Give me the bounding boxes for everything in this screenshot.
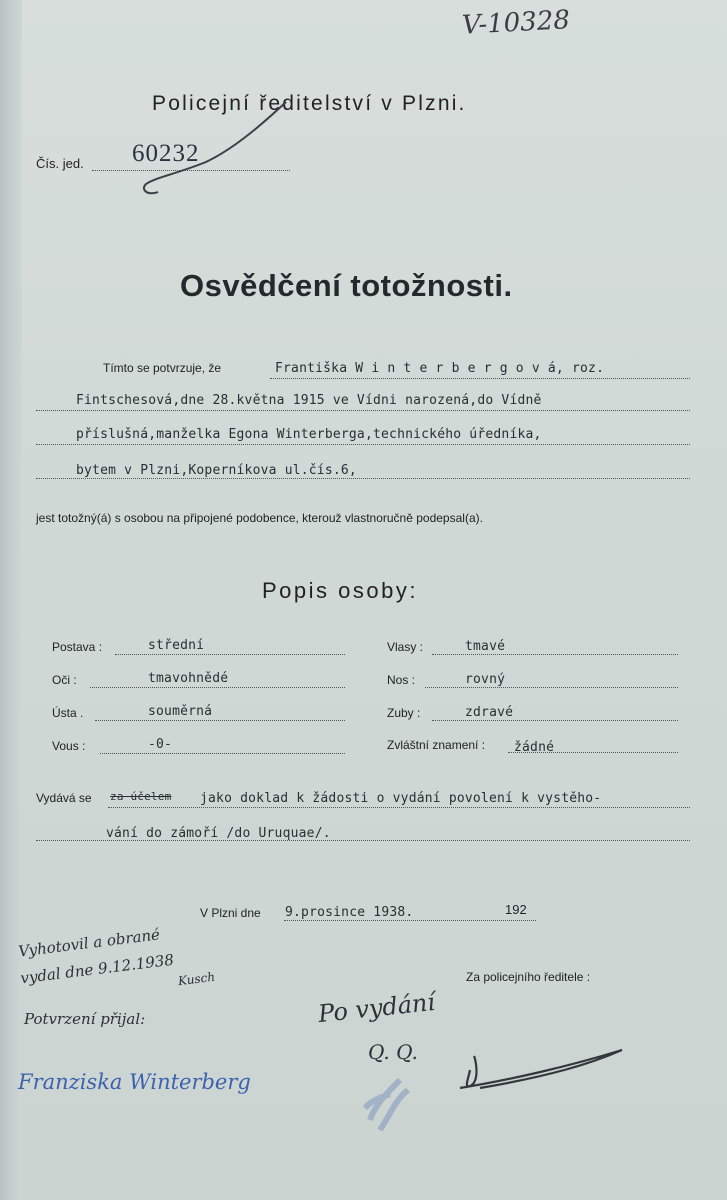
faint-stamp-mark <box>350 1060 430 1140</box>
mouth-dots <box>95 720 345 721</box>
line-2-text: Fintschesová,dne 28.května 1915 ve Vídni narozená,do Vídně <box>76 393 542 408</box>
purpose-line-1: jako doklad k žádosti o vydání povolení k vystěho- <box>200 791 602 806</box>
purpose-line-2: vání do zámoří /do Uruquae/. <box>106 826 331 841</box>
handwritten-receipt-note: Potvrzení přijal: <box>24 1010 146 1028</box>
ref-number-value: 60232 <box>132 140 200 167</box>
signature-flourish <box>440 1030 640 1100</box>
nose-label: Nos : <box>387 673 416 687</box>
build-dots <box>115 654 345 655</box>
purpose-dots-1 <box>108 807 690 808</box>
line-4-dots <box>36 478 690 479</box>
page-edge-shadow <box>0 0 22 1200</box>
build-label: Postava : <box>52 640 103 654</box>
hair-label: Vlasy : <box>387 640 424 654</box>
certify-intro: Tímto se potvrzuje, že <box>103 361 222 375</box>
authority-header: Policejní ředitelství v Plzni. <box>152 92 467 115</box>
place-date-label: V Plzni dne <box>200 906 261 920</box>
beard-label: Vous : <box>52 739 86 753</box>
eyes-value: tmavohnědé <box>148 671 229 686</box>
printed-year-prefix: 192 <box>505 902 527 917</box>
issued-for-label: Vydává se <box>36 791 92 805</box>
handwritten-signature-initials: Q. Q. <box>368 1040 418 1064</box>
ref-number-label: Čís. jed. <box>36 156 84 171</box>
line-1-text: Františka W i n t e r b e r g o v á, roz. <box>275 361 605 376</box>
teeth-dots <box>432 720 678 721</box>
date-dots <box>284 920 536 921</box>
signatory-label: Za policejního ředitele : <box>466 970 591 984</box>
handwritten-by-issue: Po vydání <box>316 987 437 1029</box>
line-3-text: příslušná,manželka Egona Winterberga,technického úředníka, <box>76 427 542 442</box>
teeth-value: zdravé <box>465 705 514 720</box>
beard-value: -0- <box>148 737 173 752</box>
purpose-struck: za účelem <box>110 790 172 803</box>
line-3-dots <box>36 444 690 445</box>
handwritten-note-issued-date: vydal dne 9.12.1938 <box>19 950 175 988</box>
issue-date: 9.prosince 1938. <box>285 905 414 920</box>
ref-number-scribble <box>136 100 306 200</box>
identity-statement: jest totožný(á) s osobou na připojené podobence, kterouž vlastnoručně podepsal(a). <box>36 511 483 525</box>
handwritten-note-initials: Kusch <box>177 969 216 989</box>
marks-value: žádné <box>514 740 555 755</box>
line-2-dots <box>36 410 690 411</box>
teeth-label: Zuby : <box>387 706 421 720</box>
nose-dots <box>425 687 678 688</box>
document-title: Osvědčení totožnosti. <box>180 268 513 303</box>
build-value: střední <box>148 638 205 653</box>
handwritten-note-issued: Vyhotovil a obrané <box>17 925 161 961</box>
line-4-text: bytem v Plzni,Koperníkova ul.čís.6, <box>76 463 357 478</box>
eyes-label: Oči : <box>52 673 77 687</box>
nose-value: rovný <box>465 672 506 687</box>
beard-dots <box>100 753 345 754</box>
hair-value: tmavé <box>465 639 506 654</box>
recipient-signature: Franziska Winterberg <box>18 1070 251 1094</box>
archive-number: V-10328 <box>461 5 571 41</box>
marks-label: Zvláštní znamení : <box>387 738 486 752</box>
description-heading: Popis osoby: <box>262 578 418 603</box>
line-1-dots <box>270 378 690 379</box>
mouth-label: Ústa . <box>52 706 84 720</box>
hair-dots <box>432 654 678 655</box>
mouth-value: souměrná <box>148 704 213 719</box>
eyes-dots <box>90 687 345 688</box>
